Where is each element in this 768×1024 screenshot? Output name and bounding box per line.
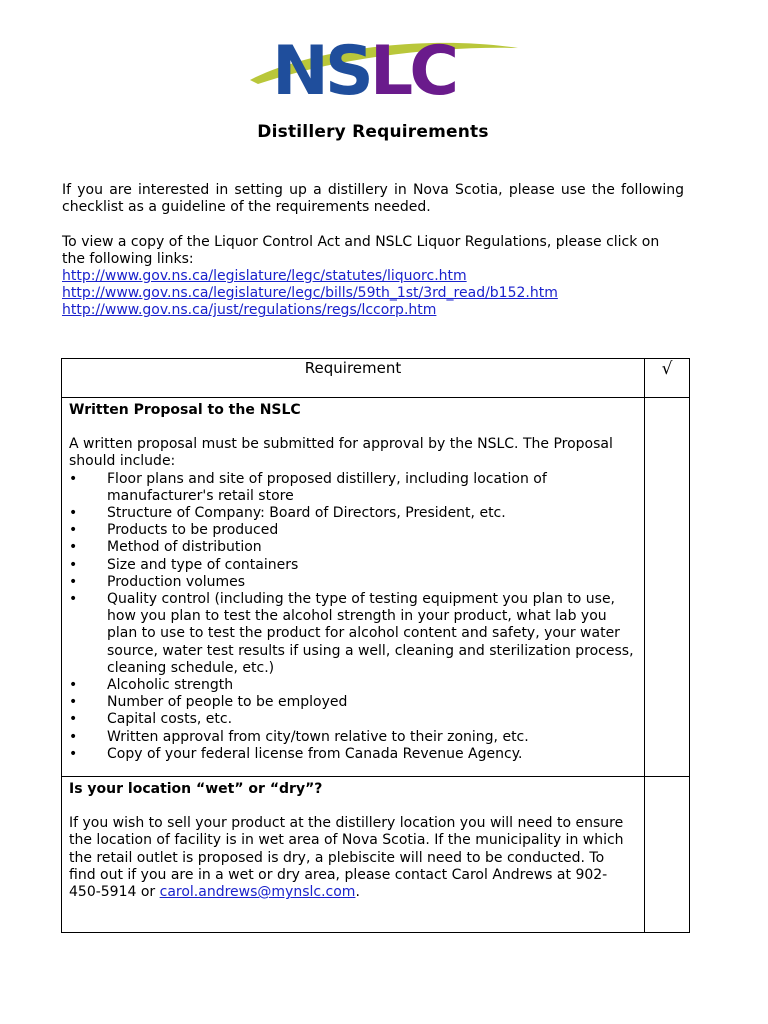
links-intro-line: To view a copy of the Liquor Control Act and NSLC Liquor Regulations, please click on	[62, 234, 660, 250]
requirement-bullet-list	[69, 471, 636, 763]
requirement-heading: Written Proposal to the NSLC	[69, 402, 301, 418]
link-liquor-control-act[interactable]: http://www.gov.ns.ca/legislature/legc/statutes/liquorc.htm	[62, 268, 467, 284]
email-link[interactable]: carol.andrews@mynslc.com	[159, 884, 356, 901]
requirement-intro: A written proposal must be submitted for approval by the NSLC. The Proposal	[69, 436, 613, 453]
requirements-table	[61, 358, 690, 933]
bullet-item: • Quality control (including the type of testing equipment you plan to use, how you plan to test the alcohol strength in your product, what lab you plan to use to test the product for alcohol content and safety, your water source, water test results if using a well, cleaning and sterilization process, cleaning schedule, etc.)	[69, 591, 636, 677]
requirement-heading: Is your location “wet” or “dry”?	[69, 781, 323, 797]
bullet-item: • Number of people to be employed	[69, 694, 636, 711]
intro-line: checklist as a guideline of the requirements needed.	[62, 199, 431, 216]
links-intro-line: the following links:	[62, 251, 194, 268]
links-list	[62, 268, 558, 320]
bullet-item: • Floor plans and site of proposed distillery, including location of manufacturer's retail store	[69, 471, 636, 505]
phone-text: 450-5914 or	[69, 884, 160, 901]
requirement-cell	[62, 398, 645, 777]
requirement-line: If you wish to sell your product at the distillery location you will need to ensure	[69, 815, 624, 832]
logo-text: NSLC	[272, 32, 456, 106]
link-lccorp-regulations[interactable]: http://www.gov.ns.ca/just/regulations/regs/lccorp.htm	[62, 302, 437, 319]
bullet-item: • Structure of Company: Board of Directors, President, etc.	[69, 505, 636, 522]
link-bill-152[interactable]: http://www.gov.ns.ca/legislature/legc/bills/59th_1st/3rd_read/b152.htm	[62, 285, 558, 302]
bullet-item: • Copy of your federal license from Canada Revenue Agency.	[69, 746, 636, 763]
bullet-item: • Written approval from city/town relative to their zoning, etc.	[69, 729, 636, 746]
bullet-item: • Size and type of containers	[69, 557, 636, 574]
intro-line: If you are interested in setting up a distillery in Nova Scotia, please use the following	[62, 182, 684, 198]
requirement-cell	[62, 777, 645, 933]
requirement-line: find out if you are in a wet or dry area, please contact Carol Andrews at 902-	[69, 866, 608, 883]
page-title: Distillery Requirements	[257, 122, 489, 142]
period-text: .	[355, 884, 360, 901]
check-cell[interactable]	[645, 777, 690, 933]
bullet-item: • Alcoholic strength	[69, 677, 636, 694]
check-cell[interactable]	[645, 398, 690, 777]
bullet-item: • Capital costs, etc.	[69, 711, 636, 728]
column-header-requirement: Requirement	[62, 359, 645, 398]
requirement-line	[69, 884, 636, 901]
bullet-item: • Method of distribution	[69, 539, 636, 556]
nslc-logo	[246, 28, 522, 106]
requirement-intro: should include:	[69, 453, 176, 470]
intro-paragraph	[62, 182, 684, 216]
requirement-line: the retail outlet is proposed is dry, a plebiscite will need to be conducted. To	[69, 849, 605, 866]
column-header-check: √	[645, 359, 690, 398]
bullet-item: • Products to be produced	[69, 522, 636, 539]
bullet-item: • Production volumes	[69, 574, 636, 591]
requirement-line: the location of facility is in wet area of Nova Scotia. If the municipality in which	[69, 832, 624, 849]
links-intro-paragraph	[62, 234, 684, 268]
